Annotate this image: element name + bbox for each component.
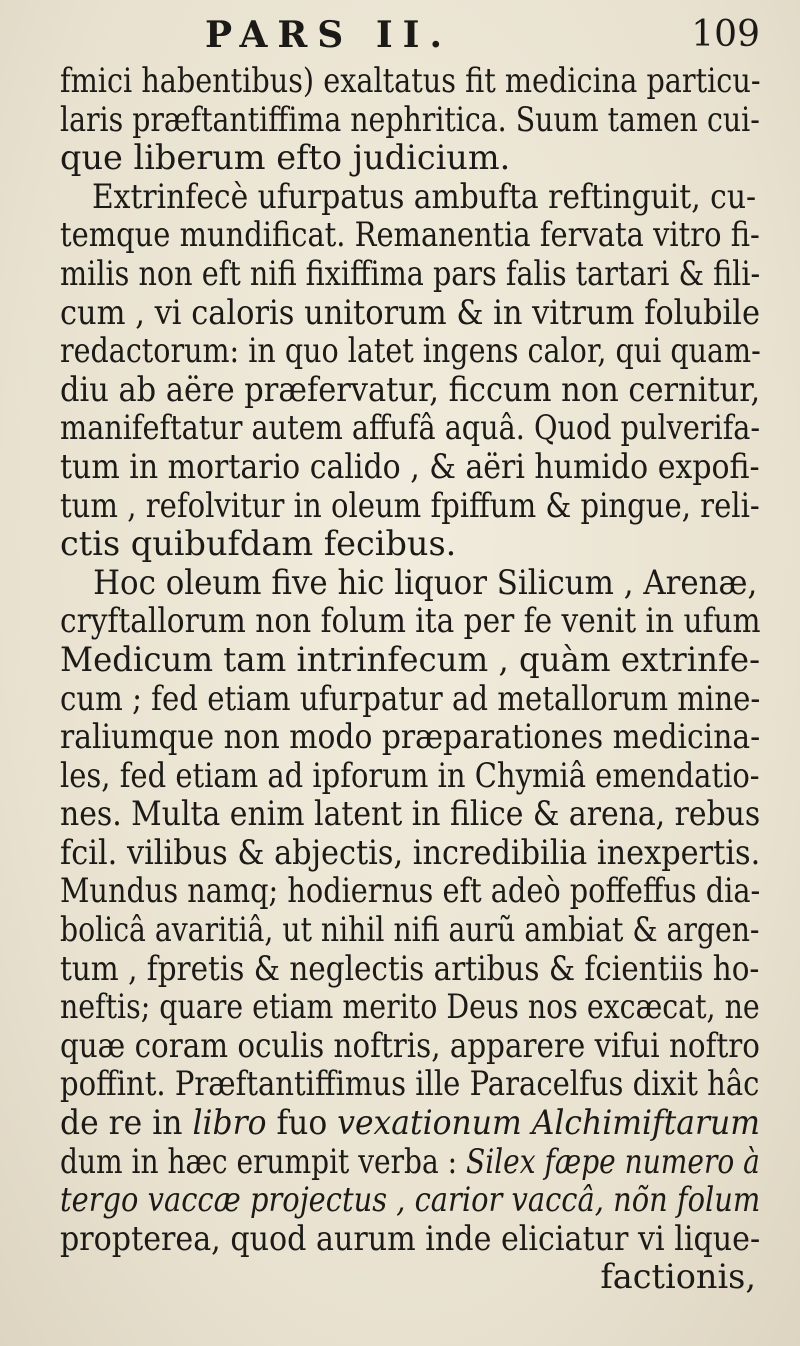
italic-quote: Silex fæpe numero à — [466, 1141, 760, 1181]
text-line: les, fed etiam ad ipforum in Chymiâ emendatio- — [60, 755, 760, 795]
page-header — [0, 14, 800, 58]
text-line: cum ; fed etiam ufurpatur ad metallorum mine- — [60, 678, 761, 718]
text-line: Hoc oleum five hic liquor Silicum , Arenæ, — [93, 562, 758, 602]
text-line: cum , vi caloris unitorum & in vitrum folubile — [60, 292, 761, 332]
text-segment: dum in hæc erumpit verba : — [60, 1141, 458, 1181]
text-line: tergo vaccæ projectus , carior vaccâ, nõn folum — [60, 1180, 761, 1220]
italic-word: libro — [192, 1103, 267, 1143]
text-line: tum in mortario calido , & aëri humido expofi- — [60, 446, 760, 486]
text-line: manifeftatur autem affufâ aquâ. Quod pulverifa- — [60, 408, 761, 448]
page-number: 109 — [691, 14, 760, 55]
text-line: Mundus namq; hodiernus eft adeò poffeffus dia- — [60, 871, 761, 911]
text-line: redactorum: in quo latet ingens calor, qui quam- — [60, 331, 761, 371]
text-line: fmici habentibus) exaltatus fit medicina particu- — [60, 61, 761, 100]
italic-title: vexationum Alchimiftarum — [337, 1103, 760, 1143]
text-line: propterea, quod aurum inde eliciatur vi lique- — [60, 1218, 761, 1258]
text-line: neftis; quare etiam merito Deus nos excæcat, ne — [60, 987, 760, 1027]
text-line: Extrinfecè ufurpatus ambufta reftinguit, cu- — [91, 176, 757, 216]
text-line: diu ab aëre præfervatur, ficcum non cernitur, — [60, 369, 761, 409]
text-line: milis non eft nifi fixiffima pars falis tartari & fili- — [60, 253, 761, 293]
text-line-mixed — [60, 1141, 760, 1182]
text-line: poffint. Præftantiffimus ille Paracelfus dixit hâc — [60, 1064, 760, 1104]
text-line: nes. Multa enim latent in filice & arena, rebus — [60, 794, 761, 834]
text-line: temque mundificat. Remanentia fervata vitro fi- — [60, 215, 760, 255]
text-line: ctis quibufdam fecibus. — [60, 524, 457, 564]
text-line: que liberum efto judicium. — [60, 138, 511, 178]
text-line: laris præftantiffima nephritica. Suum tamen cui- — [60, 99, 760, 139]
text-line: tum , refolvitur in oleum fpiffum & pingue, reli- — [60, 485, 760, 525]
text-line: quæ coram oculis noftris, apparere vifui noftro — [60, 1025, 760, 1065]
text-line: fcil. vilibus & abjectis, incredibilia inexpertis. — [60, 832, 761, 872]
text-line: tum , fpretis & neglectis artibus & fcientiis ho- — [60, 948, 760, 988]
text-segment: fuo — [276, 1103, 328, 1143]
text-line: raliumque non modo præparationes medicina- — [60, 717, 761, 757]
text-line: cryftallorum non folum ita per fe venit in ufum — [60, 601, 761, 641]
text-line: bolicâ avaritiâ, ut nihil nifi aurũ ambiat & argen- — [60, 910, 760, 950]
catchword-line: factionis, — [600, 1257, 756, 1297]
body-text — [60, 62, 760, 1297]
running-head: PARS II. — [205, 14, 453, 56]
text-segment: de re in — [60, 1103, 183, 1143]
text-line-mixed — [60, 1103, 760, 1143]
text-line: Medicum tam intrinfecum , quàm extrinfe- — [60, 639, 761, 679]
